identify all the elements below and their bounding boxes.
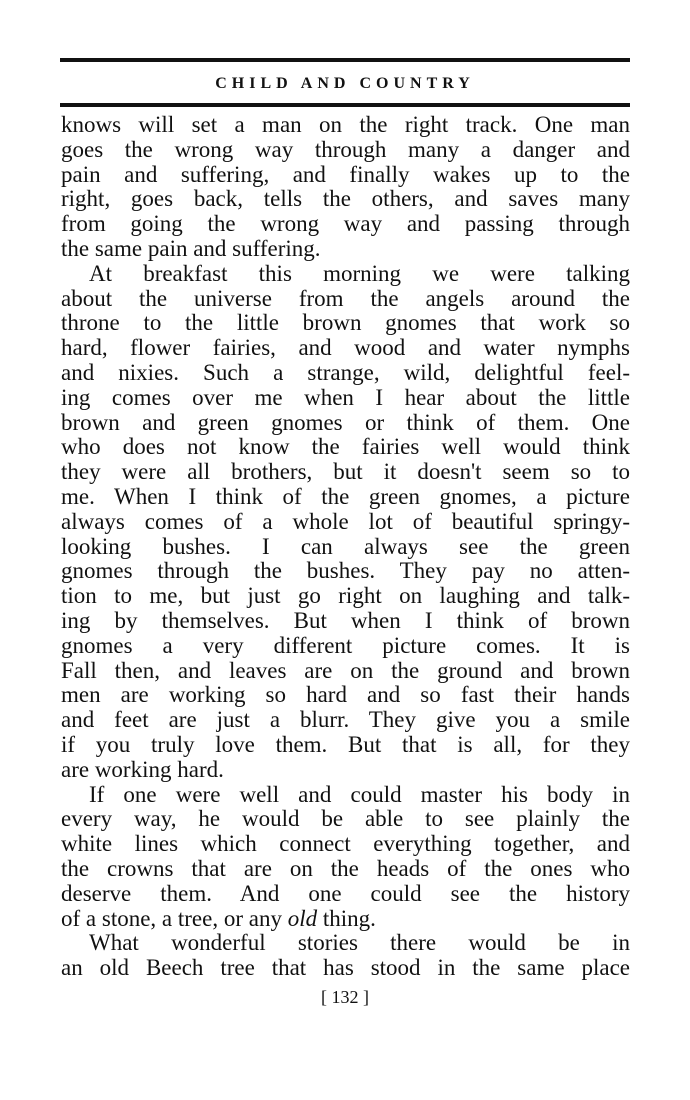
text-segment: of a stone, a tree, or any	[61, 905, 282, 931]
text-line: hard, flower fairies, and wood and water nymphs	[61, 335, 630, 361]
text-line: gnomes through the bushes. They pay no atten-	[61, 558, 630, 584]
text-line: At breakfast this morning we were talking	[89, 260, 630, 286]
text-line: the crowns that are on the heads of the ones who	[61, 855, 630, 881]
text-line: brown and green gnomes or think of them. One	[61, 409, 630, 435]
text-line: they were all brothers, but it doesn't seem so to	[61, 459, 630, 485]
text-line: ing by themselves. But when I think of brown	[61, 607, 630, 633]
text-line: tion to me, but just go right on laughing and talk-	[61, 583, 630, 609]
text-line: ing comes over me when I hear about the little	[61, 384, 630, 410]
text-line: gnomes a very different picture comes. It is	[61, 632, 630, 658]
text-line: throne to the little brown gnomes that work so	[61, 310, 630, 336]
text-line: What wonderful stories there would be in	[89, 930, 630, 956]
text-line: looking bushes. I can always see the green	[61, 533, 630, 559]
text-line: goes the wrong way through many a danger and	[61, 136, 630, 162]
text-line: and nixies. Such a strange, wild, delightful feel-	[61, 359, 630, 385]
body-text	[61, 113, 630, 981]
text-line	[61, 907, 630, 932]
text-line: white lines which connect everything together, and	[61, 831, 630, 857]
italic-word: old	[287, 905, 318, 931]
running-title: CHILD AND COUNTRY	[215, 75, 475, 92]
text-line: the same pain and suffering.	[61, 235, 321, 261]
text-line: and feet are just a blurr. They give you a smile	[61, 707, 630, 733]
text-line: men are working so hard and so fast their hands	[61, 682, 630, 708]
header-rule-bottom	[60, 103, 630, 107]
text-line: who does not know the fairies well would think	[61, 434, 630, 460]
text-line: me. When I think of the green gnomes, a picture	[61, 483, 630, 509]
text-line: about the universe from the angels around the	[61, 285, 630, 311]
text-line: if you truly love them. But that is all, for they	[61, 731, 630, 757]
text-line: right, goes back, tells the others, and saves many	[61, 186, 630, 212]
text-line: knows will set a man on the right track. One man	[61, 112, 630, 137]
text-segment: thing.	[322, 905, 376, 931]
text-line: Fall then, and leaves are on the ground and brown	[61, 657, 630, 683]
page-number: [ 132 ]	[321, 987, 369, 1007]
text-line: If one were well and could master his body in	[89, 781, 630, 807]
text-line: every way, he would be able to see plainly the	[61, 806, 630, 832]
text-line: are working hard.	[61, 756, 224, 782]
header-rule-top	[60, 58, 630, 62]
text-line: pain and suffering, and finally wakes up to the	[61, 161, 630, 187]
text-line: from going the wrong way and passing through	[61, 211, 630, 237]
text-line: always comes of a whole lot of beautiful springy-	[61, 508, 630, 534]
text-line: deserve them. And one could see the history	[61, 880, 630, 906]
text-line: an old Beech tree that has stood in the same place	[61, 955, 630, 981]
